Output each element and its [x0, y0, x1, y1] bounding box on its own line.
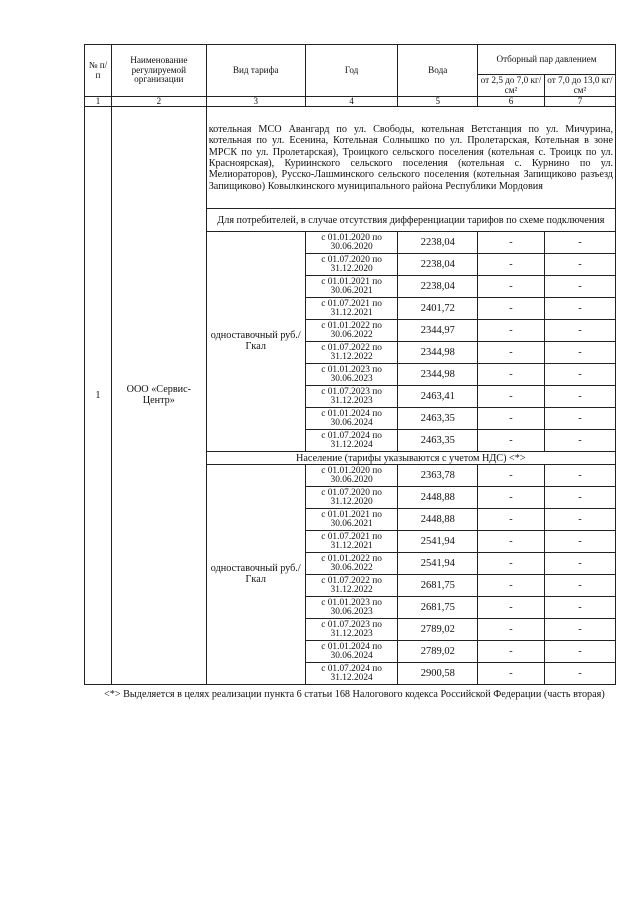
water-tariff-cell: 2448,88	[398, 509, 478, 531]
steam-high-cell: -	[544, 254, 615, 276]
column-number: 4	[305, 97, 398, 107]
header-tariff-type: Вид тарифа	[206, 45, 305, 97]
steam-low-cell: -	[478, 641, 545, 663]
water-tariff-cell: 2681,75	[398, 575, 478, 597]
column-number: 5	[398, 97, 478, 107]
steam-low-cell: -	[478, 386, 545, 408]
column-number: 2	[111, 97, 206, 107]
steam-high-cell: -	[544, 597, 615, 619]
steam-low-cell: -	[478, 663, 545, 685]
period-cell: с 01.01.2024 по 30.06.2024	[305, 408, 398, 430]
water-tariff-cell: 2789,02	[398, 641, 478, 663]
period-cell: с 01.01.2020 по 30.06.2020	[305, 465, 398, 487]
period-cell: с 01.07.2024 по 31.12.2024	[305, 430, 398, 452]
steam-low-cell: -	[478, 408, 545, 430]
water-tariff-cell: 2541,94	[398, 531, 478, 553]
steam-low-cell: -	[478, 575, 545, 597]
steam-high-cell: -	[544, 531, 615, 553]
steam-high-cell: -	[544, 619, 615, 641]
steam-high-cell: -	[544, 575, 615, 597]
water-tariff-cell: 2363,78	[398, 465, 478, 487]
water-tariff-cell: 2344,98	[398, 342, 478, 364]
steam-low-cell: -	[478, 364, 545, 386]
period-cell: с 01.07.2023 по 31.12.2023	[305, 619, 398, 641]
column-number: 6	[478, 97, 545, 107]
steam-low-cell: -	[478, 232, 545, 254]
steam-high-cell: -	[544, 430, 615, 452]
boiler-description: котельная МСО Авангард по ул. Свободы, котельная Ветстанция по ул. Мичурина, котельная по ул. Есенина, Котельная Солнышко по ул. Пролетарская, Котельная в зоне МРСК по ул. Пролетарская), Троицкого сельского поселения (котельная с. Троицк по ул. Красноярская), Куриинского сельского поселения (котельная с. Курнино по ул. Мелиораторов), Русско-Лашминского сельского поселения (котельная Запищиково разъезд Запищиково) Ковылкинского муниципального района Республики Мордовия	[206, 107, 615, 209]
steam-low-cell: -	[478, 619, 545, 641]
steam-high-cell: -	[544, 320, 615, 342]
period-cell: с 01.07.2024 по 31.12.2024	[305, 663, 398, 685]
header-steam-low: от 2,5 до 7,0 кг/см²	[478, 75, 545, 97]
steam-low-cell: -	[478, 276, 545, 298]
period-cell: с 01.01.2022 по 30.06.2022	[305, 553, 398, 575]
steam-high-cell: -	[544, 641, 615, 663]
header-number: № п/п	[85, 45, 112, 97]
period-cell: с 01.07.2022 по 31.12.2022	[305, 575, 398, 597]
header-organization: Наименование регулируемой организации	[111, 45, 206, 97]
steam-high-cell: -	[544, 465, 615, 487]
period-cell: с 01.01.2023 по 30.06.2023	[305, 597, 398, 619]
steam-low-cell: -	[478, 553, 545, 575]
period-cell: с 01.07.2021 по 31.12.2021	[305, 298, 398, 320]
column-number: 7	[544, 97, 615, 107]
period-cell: с 01.07.2020 по 31.12.2020	[305, 487, 398, 509]
water-tariff-cell: 2681,75	[398, 597, 478, 619]
steam-low-cell: -	[478, 531, 545, 553]
steam-high-cell: -	[544, 487, 615, 509]
period-cell: с 01.07.2021 по 31.12.2021	[305, 531, 398, 553]
section-title-population: Население (тарифы указываются с учетом НДС) <*>	[206, 452, 615, 465]
period-cell: с 01.01.2023 по 30.06.2023	[305, 364, 398, 386]
steam-high-cell: -	[544, 342, 615, 364]
column-number: 1	[85, 97, 112, 107]
water-tariff-cell: 2448,88	[398, 487, 478, 509]
period-cell: с 01.01.2021 по 30.06.2021	[305, 276, 398, 298]
steam-low-cell: -	[478, 342, 545, 364]
row-number: 1	[85, 107, 112, 685]
tariff-page	[84, 44, 616, 701]
footnote	[84, 689, 616, 701]
period-cell: с 01.01.2020 по 30.06.2020	[305, 232, 398, 254]
steam-low-cell: -	[478, 298, 545, 320]
steam-low-cell: -	[478, 487, 545, 509]
water-tariff-cell: 2463,35	[398, 408, 478, 430]
footnote-text: <*> Выделяется в целях реализации пункта 6 статьи 168 Налогового кодекса Российской Федерации (часть вторая)	[104, 689, 605, 701]
steam-low-cell: -	[478, 465, 545, 487]
water-tariff-cell: 2238,04	[398, 254, 478, 276]
period-cell: с 01.07.2020 по 31.12.2020	[305, 254, 398, 276]
steam-high-cell: -	[544, 509, 615, 531]
steam-low-cell: -	[478, 254, 545, 276]
water-tariff-cell: 2900,58	[398, 663, 478, 685]
steam-low-cell: -	[478, 597, 545, 619]
steam-low-cell: -	[478, 430, 545, 452]
steam-high-cell: -	[544, 276, 615, 298]
water-tariff-cell: 2541,94	[398, 553, 478, 575]
water-tariff-cell: 2238,04	[398, 232, 478, 254]
water-tariff-cell: 2789,02	[398, 619, 478, 641]
header-steam-group: Отборный пар давлением	[478, 45, 616, 75]
water-tariff-cell: 2238,04	[398, 276, 478, 298]
water-tariff-cell: 2463,41	[398, 386, 478, 408]
steam-high-cell: -	[544, 408, 615, 430]
steam-high-cell: -	[544, 364, 615, 386]
section-title-consumers: Для потребителей, в случае отсутствия дифференциации тарифов по схеме подключения	[206, 209, 615, 232]
tariff-type: одноставочный руб./Гкал	[206, 232, 305, 452]
steam-high-cell: -	[544, 553, 615, 575]
period-cell: с 01.07.2022 по 31.12.2022	[305, 342, 398, 364]
tariff-type: одноставочный руб./Гкал	[206, 465, 305, 685]
column-number: 3	[206, 97, 305, 107]
header-year: Год	[305, 45, 398, 97]
steam-high-cell: -	[544, 298, 615, 320]
period-cell: с 01.01.2021 по 30.06.2021	[305, 509, 398, 531]
organization-name: ООО «Сервис-Центр»	[111, 107, 206, 685]
steam-high-cell: -	[544, 386, 615, 408]
water-tariff-cell: 2344,98	[398, 364, 478, 386]
period-cell: с 01.07.2023 по 31.12.2023	[305, 386, 398, 408]
period-cell: с 01.01.2022 по 30.06.2022	[305, 320, 398, 342]
water-tariff-cell: 2401,72	[398, 298, 478, 320]
steam-low-cell: -	[478, 509, 545, 531]
steam-high-cell: -	[544, 232, 615, 254]
steam-low-cell: -	[478, 320, 545, 342]
header-steam-high: от 7,0 до 13,0 кг/см²	[544, 75, 615, 97]
tariff-table	[84, 44, 616, 685]
period-cell: с 01.01.2024 по 30.06.2024	[305, 641, 398, 663]
header-water: Вода	[398, 45, 478, 97]
water-tariff-cell: 2463,35	[398, 430, 478, 452]
steam-high-cell: -	[544, 663, 615, 685]
water-tariff-cell: 2344,97	[398, 320, 478, 342]
